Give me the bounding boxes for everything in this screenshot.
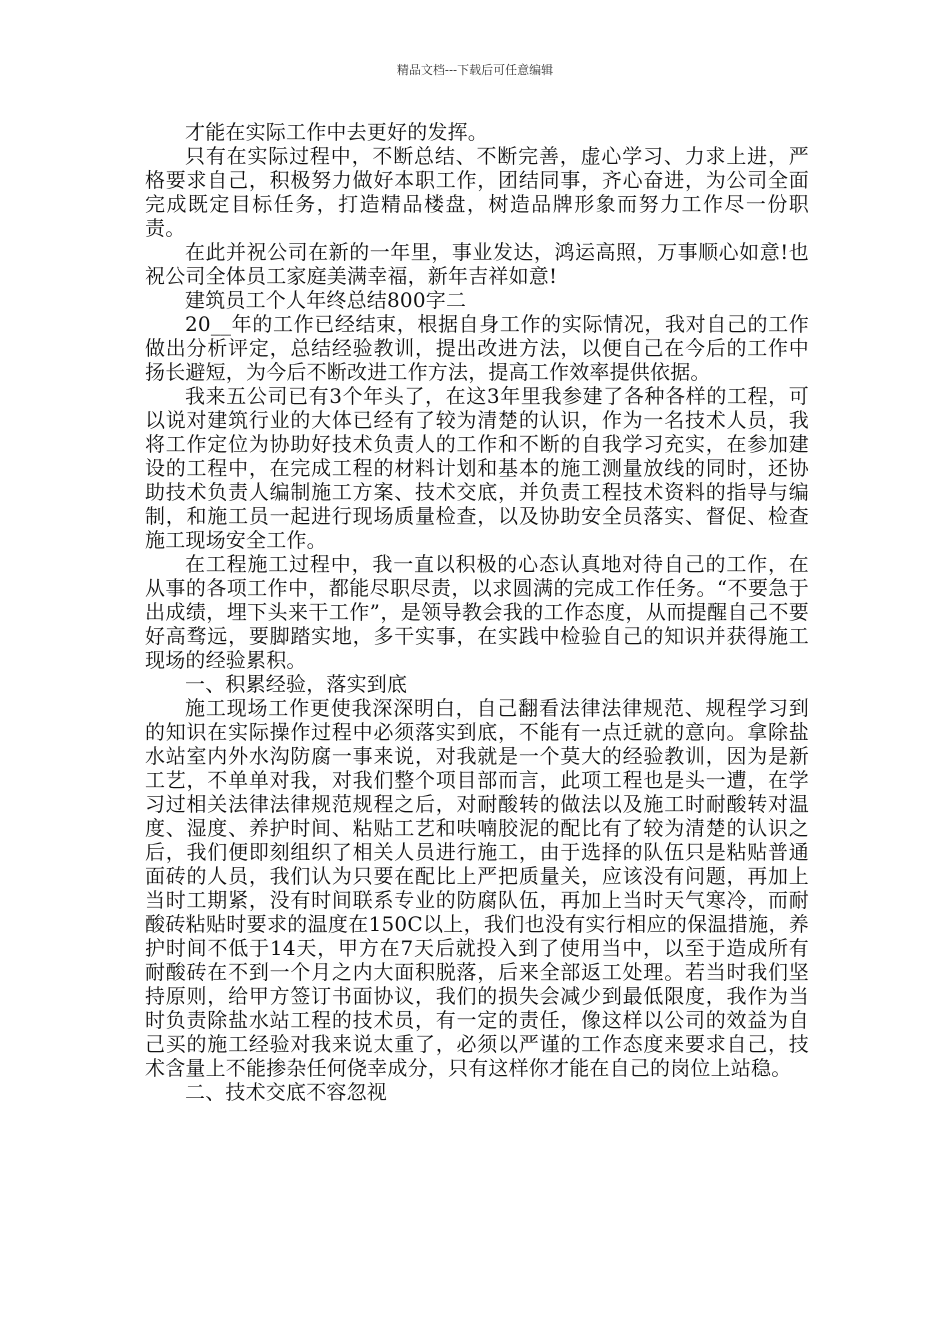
document-body: [145, 120, 809, 1104]
paragraph: 施工现场工作更使我深深明白，自己翻看法律法律规范、规程学习到的知识在实际操作过程中必须落实到底，不能有一点迁就的意向。拿除盐水站室内外水沟防腐一事来说，对我就是一个莫大的经验教训，因为是新工艺，不单单对我，对我们整个项目部而言，此项工程也是头一遭，在学习过相关法律法律规范规程之后，对耐酸转的做法以及施工时耐酸转对温度、湿度、养护时间、粘贴工艺和呋喃胶泥的配比有了较为清楚的认识之后，我们便即刻组织了相关人员进行施工，由于选择的队伍只是粘贴普通面砖的人员，我们认为只要在配比上严把质量关，应该没有问题，再加上当时工期紧，没有时间联系专业的防腐队伍，再加上当时天气寒冷，而耐酸砖粘贴时要求的温度在150C以上，我们也没有实行相应的保温措施，养护时间不低于14天，甲方在7天后就投入到了使用当中，以至于造成所有耐酸砖在不到一个月之内大面积脱落，后来全部返工处理。若当时我们坚持原则，给甲方签订书面协议，我们的损失会减少到最低限度，我作为当时负责除盐水站工程的技术员，有一定的责任，像这样以公司的效益为自己买的施工经验对我来说太重了，必须以严谨的工作态度来要求自己，技术含量上不能掺杂任何侥幸成分，只有这样你才能在自己的岗位上站稳。: [145, 696, 809, 1080]
page-header: 精品文档---下载后可任意编辑: [396, 63, 554, 77]
paragraph: 在工程施工过程中，我一直以积极的心态认真地对待自己的工作，在从事的各项工作中，都能尽职尽责，以求圆满的完成工作任务。“不要急于出成绩，埋下头来干工作”，是领导教会我的工作态度，从而提醒自己不要好高骛远，要脚踏实地，多干实事，在实践中检验自己的知识并获得施工现场的经验累积。: [145, 552, 809, 672]
paragraph: 才能在实际工作中去更好的发挥。: [185, 120, 488, 144]
section-heading: 一、积累经验，落实到底: [185, 672, 408, 696]
paragraph: 只有在实际过程中，不断总结、不断完善，虚心学习、力求上进，严格要求自己，积极努力做好本职工作，团结同事，齐心奋进，为公司全面完成既定目标任务，打造精品楼盘，树造品牌形象而努力工作尽一份职责。: [145, 144, 809, 240]
paragraph: 我来五公司已有3个年头了，在这3年里我参建了各种各样的工程，可以说对建筑行业的大体已经有了较为清楚的认识，作为一名技术人员，我将工作定位为协助好技术负责人的工作和不断的自我学习充实，在参加建设的工程中，在完成工程的材料计划和基本的施工测量放线的同时，还协助技术负责人编制施工方案、技术交底，并负责工程技术资料的指导与编制，和施工员一起进行现场质量检查，以及协助安全员落实、督促、检查施工现场安全工作。: [145, 384, 809, 552]
section-heading: 二、技术交底不容忽视: [185, 1080, 387, 1104]
paragraph: 在此并祝公司在新的一年里，事业发达，鸿运高照，万事顺心如意!也祝公司全体员工家庭美满幸福，新年吉祥如意!: [145, 240, 809, 288]
section-title: 建筑员工个人年终总结800字二: [185, 288, 467, 312]
paragraph: 20__年的工作已经结束，根据自身工作的实际情况，我对自己的工作做出分析评定，总结经验教训，提出改进方法，以便自己在今后的工作中扬长避短，为今后不断改进工作方法，提高工作效率提供依据。: [145, 312, 809, 384]
